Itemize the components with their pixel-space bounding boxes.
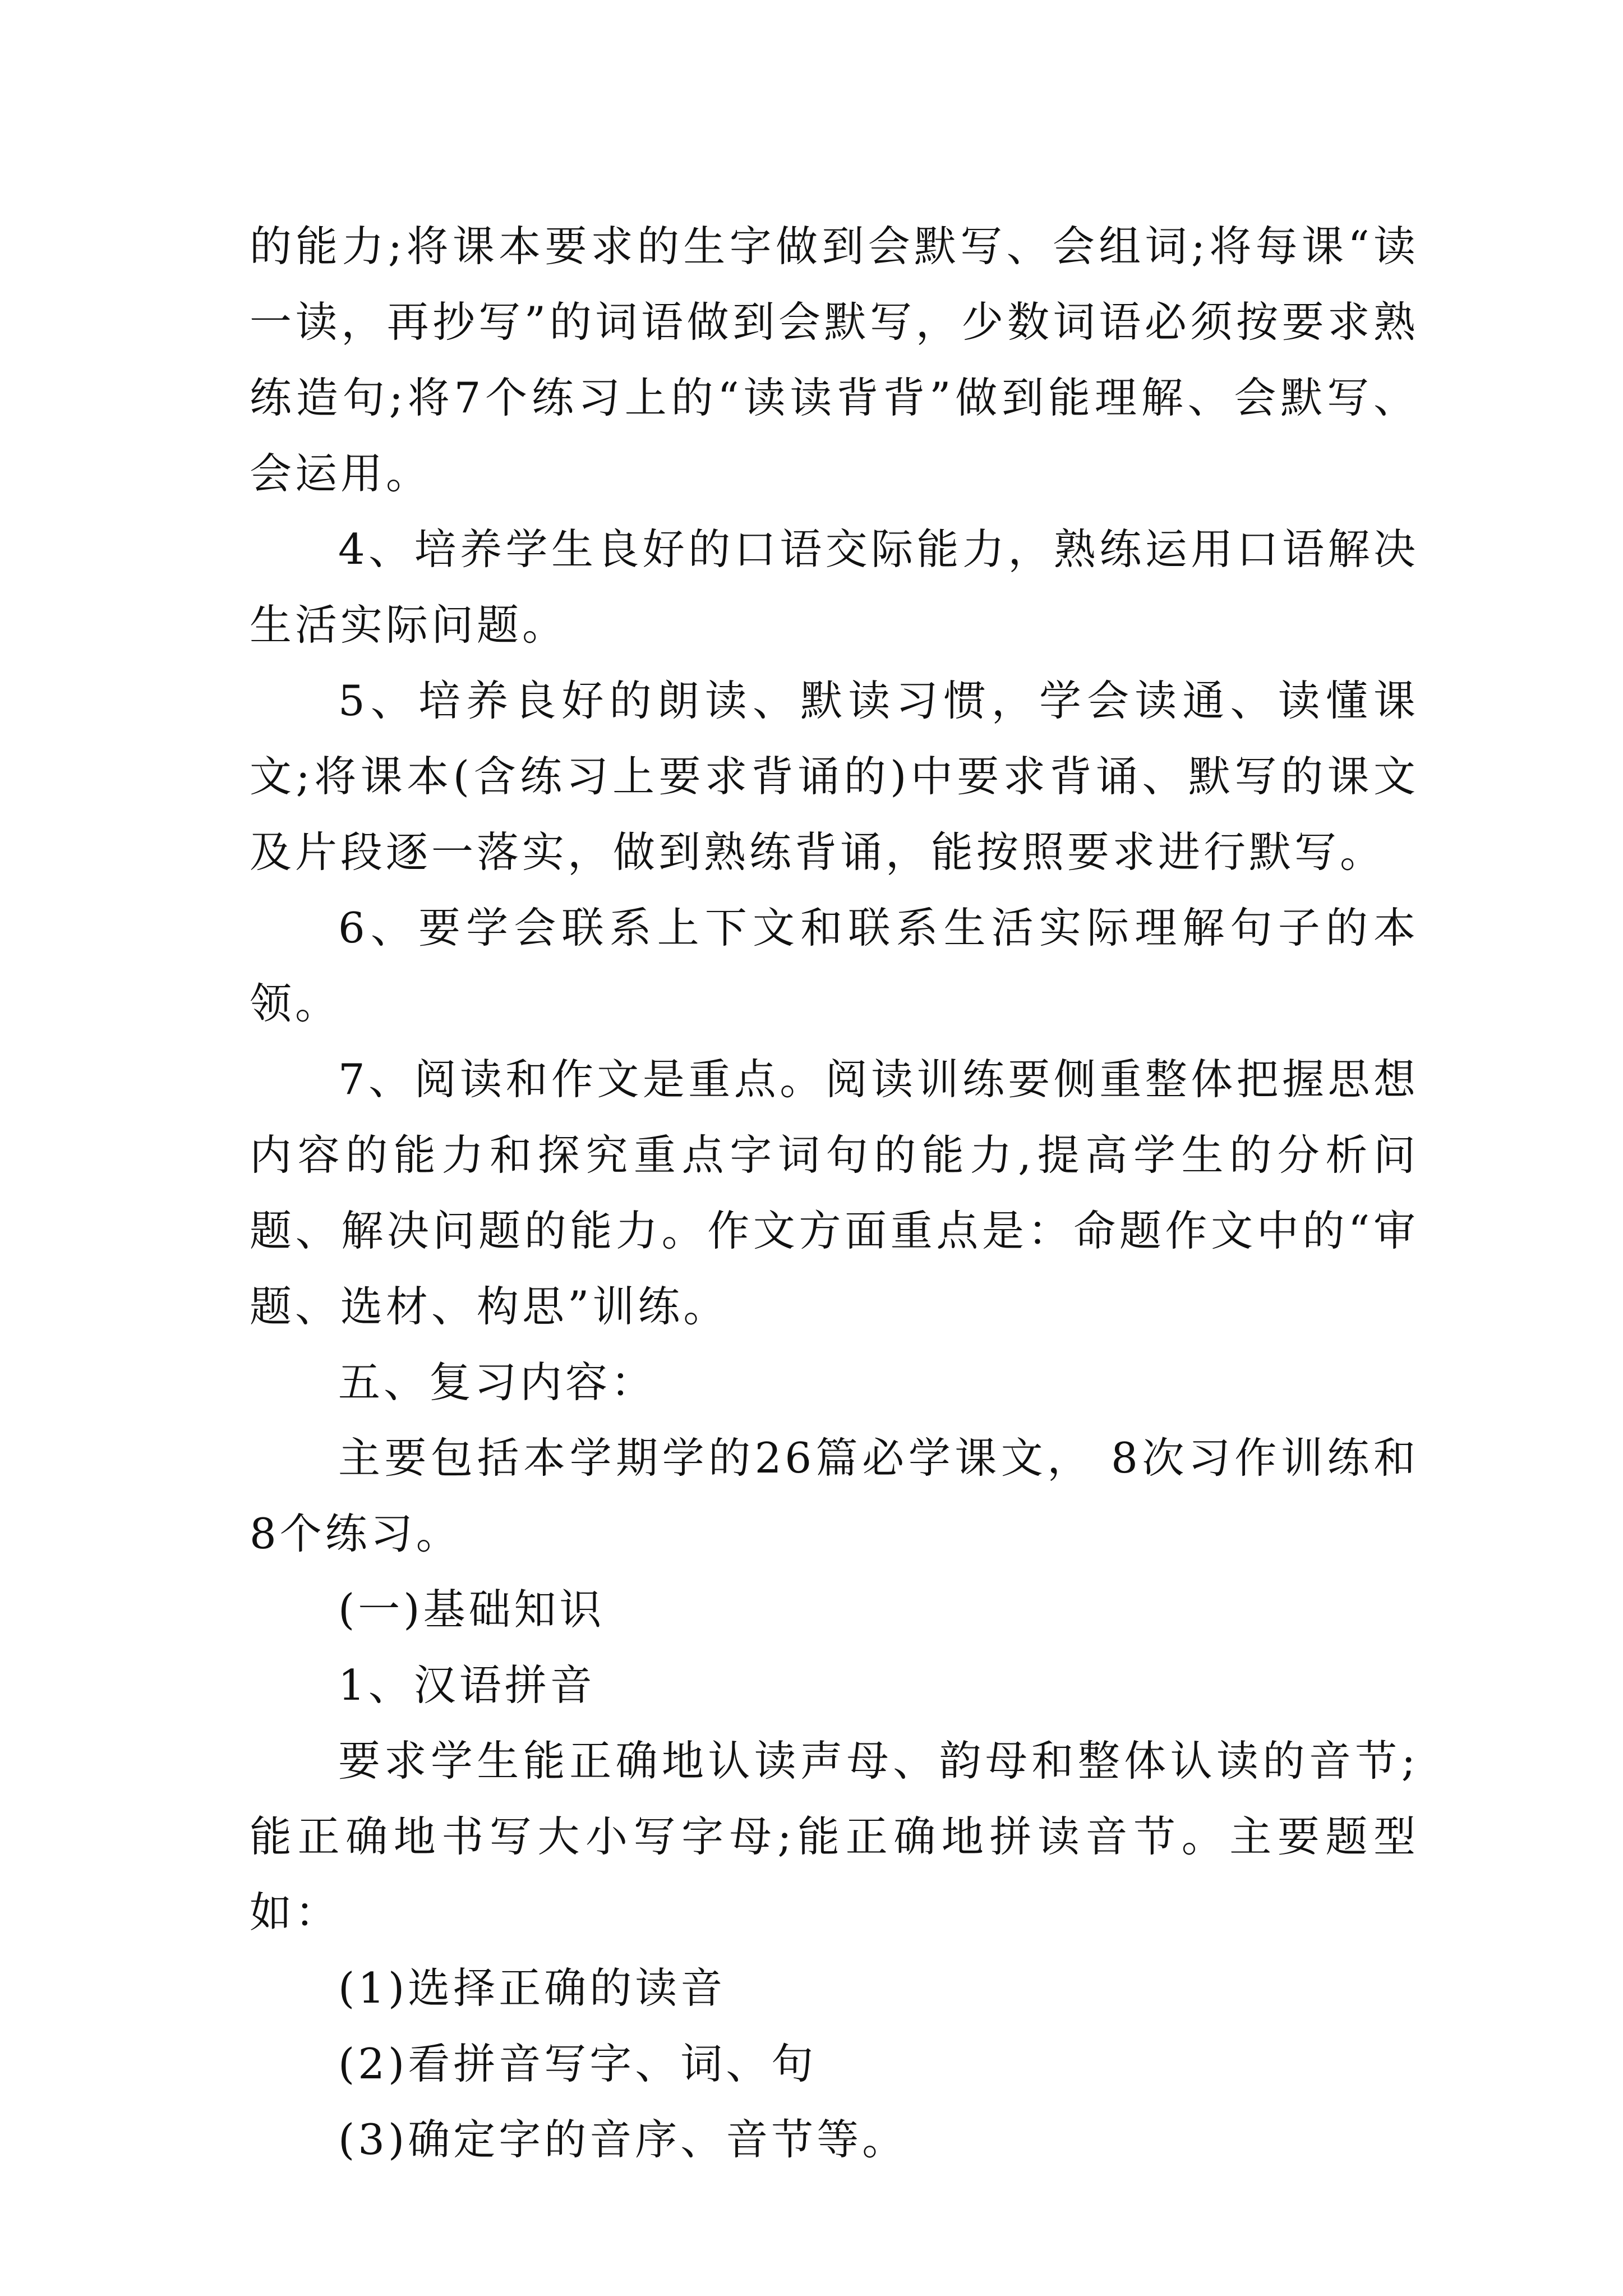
paragraph-item-7: 7、阅读和作文是重点。阅读训练要侧重整体把握思想内容的能力和探究重点字词句的能力,提高学生的分析问题、解决问题的能力。作文方面重点是：命题作文中的“审题、选材、构思”训练。 xyxy=(250,1055,1419,1331)
document-body xyxy=(250,209,1419,2178)
paragraph-item-5: 5、培养良好的朗读、默读习惯，学会读通、读懂课文;将课本(含练习上要求背诵的)中要求背诵、默写的课文及片段逐一落实，做到熟练背诵，能按照要求进行默写。 xyxy=(250,676,1419,877)
paragraph-review-scope: 主要包括本学期学的26篇必学课文， 8次习作训练和8个练习。 xyxy=(250,1433,1419,1558)
paragraph-item-6: 6、要学会联系上下文和联系生活实际理解句子的本领。 xyxy=(250,903,1419,1028)
subheading-pinyin: 1、汉语拼音 xyxy=(338,1660,596,1710)
section-heading-review-content: 五、复习内容： xyxy=(338,1358,657,1407)
paragraph-item-4: 4、培养学生良好的口语交际能力，熟练运用口语解决生活实际问题。 xyxy=(250,524,1419,650)
list-item-1: (1)选择正确的读音 xyxy=(338,1963,726,2013)
paragraph-continuation: 的能力;将课本要求的生字做到会默写、会组词;将每课“读一读，再抄写”的词语做到会默写，少数词语必须按要求熟练造句;将7个练习上的“读读背背”做到能理解、会默写、会运用。 xyxy=(250,222,1419,498)
list-item-3: (3)确定字的音序、音节等。 xyxy=(338,2115,908,2164)
list-item-2: (2)看拼音写字、词、句 xyxy=(338,2039,817,2088)
subheading-basic-knowledge: (一)基础知识 xyxy=(338,1585,605,1634)
paragraph-pinyin-requirements: 要求学生能正确地认读声母、韵母和整体认读的音节;能正确地书写大小写字母;能正确地拼读音节。主要题型如： xyxy=(250,1736,1419,1937)
